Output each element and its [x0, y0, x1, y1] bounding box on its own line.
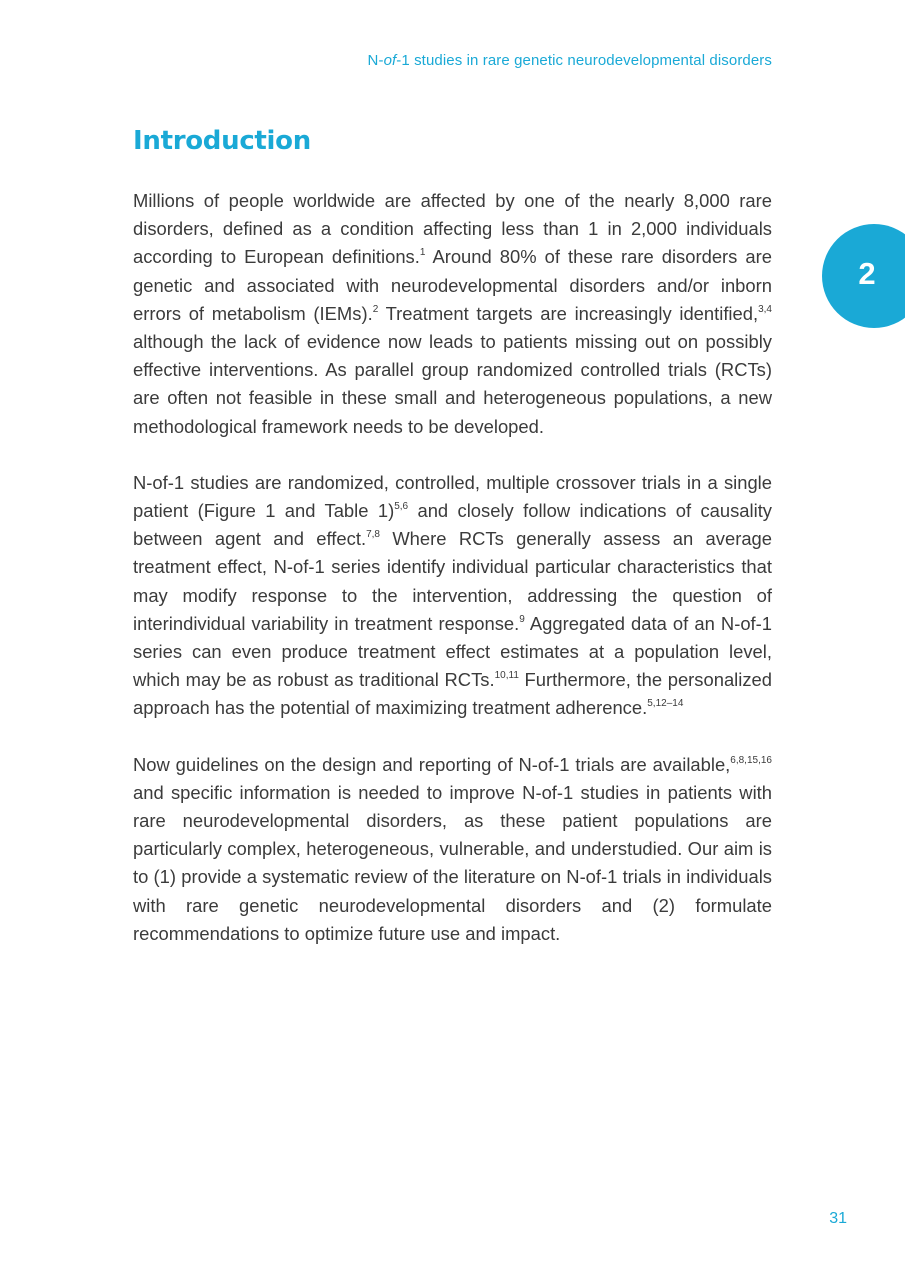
- body-text: [133, 187, 772, 976]
- paragraph-text: and specific information is needed to improve N-of-1 studies in patients with rare neurodevelopmental disorders, as these patient populations are particularly complex, heterogeneous, vulnerable, and understudied. Our aim is to (1) provide a systematic review of the literature on N-of-1 trials in individuals with rare genetic neurodevelopmental disorders and (2) formulate recommendations to optimize future use and impact.: [133, 781, 772, 944]
- paragraph-text: Millions of people worldwide are affected by one of the nearly 8,000 rare disorders, defined as a condition affecting less than 1 in 2,000 individuals according to European definitions.: [133, 190, 772, 268]
- running-header-italic: of: [383, 52, 397, 69]
- citation-superscript: 5,12–14: [647, 698, 684, 710]
- citation-superscript: 5,6: [394, 500, 409, 512]
- running-header-prefix: N-: [367, 52, 384, 69]
- paragraph-text: N-of-1 studies are randomized, controlled, multiple crossover trials in a single patient (Figure 1 and Table 1): [133, 471, 772, 522]
- citation-superscript: 7,8: [366, 529, 380, 541]
- chapter-number: 2: [858, 256, 876, 291]
- citation-superscript: 2: [372, 303, 379, 315]
- running-header: [368, 52, 772, 69]
- running-header-suffix: -1 studies in rare genetic neurodevelopmental disorders: [396, 52, 772, 69]
- citation-superscript: 3,4: [758, 303, 772, 315]
- paragraph-text: and closely follow indications of causality between agent and effect.: [133, 500, 773, 550]
- citation-superscript: 9: [519, 613, 525, 625]
- paragraph-text: Furthermore, the personalized approach has the potential of maximizing treatment adherence.: [133, 669, 772, 719]
- citation-superscript: 6,8,15,16: [730, 754, 772, 766]
- citation-superscript: 10,11: [494, 670, 519, 682]
- section-title: Introduction: [133, 126, 311, 156]
- paragraph-text: Treatment targets are increasingly identified,: [378, 302, 759, 324]
- paragraph-text: although the lack of evidence now leads to patients missing out on possibly effective interventions. As parallel group randomized controlled trials (RCTs) are often not feasible in these small and heterogeneous populations, a new methodological framework needs to be developed.: [133, 331, 772, 437]
- paragraph-text: Aggregated data of an N-of-1 series can even produce treatment effect estimates at a population level, which may be as robust as traditional RCTs.: [133, 612, 773, 691]
- citation-superscript: 1: [419, 247, 426, 259]
- paragraph-text: Where RCTs generally assess an average treatment effect, N-of-1 series identify individual particular characteristics that may modify response to the intervention, addressing the question of interindividual variability in treatment response.: [133, 528, 772, 634]
- paragraph-3: [133, 751, 772, 948]
- paragraph-text: Around 80% of these rare disorders are genetic and associated with neurodevelopmental disorders and/or inborn errors of metabolism (IEMs).: [133, 246, 772, 324]
- page-number: 31: [829, 1210, 847, 1227]
- paragraph-text: Now guidelines on the design and reporting of N-of-1 trials are available,: [133, 753, 731, 775]
- paragraph-2: [133, 469, 772, 723]
- paragraph-1: [133, 187, 772, 441]
